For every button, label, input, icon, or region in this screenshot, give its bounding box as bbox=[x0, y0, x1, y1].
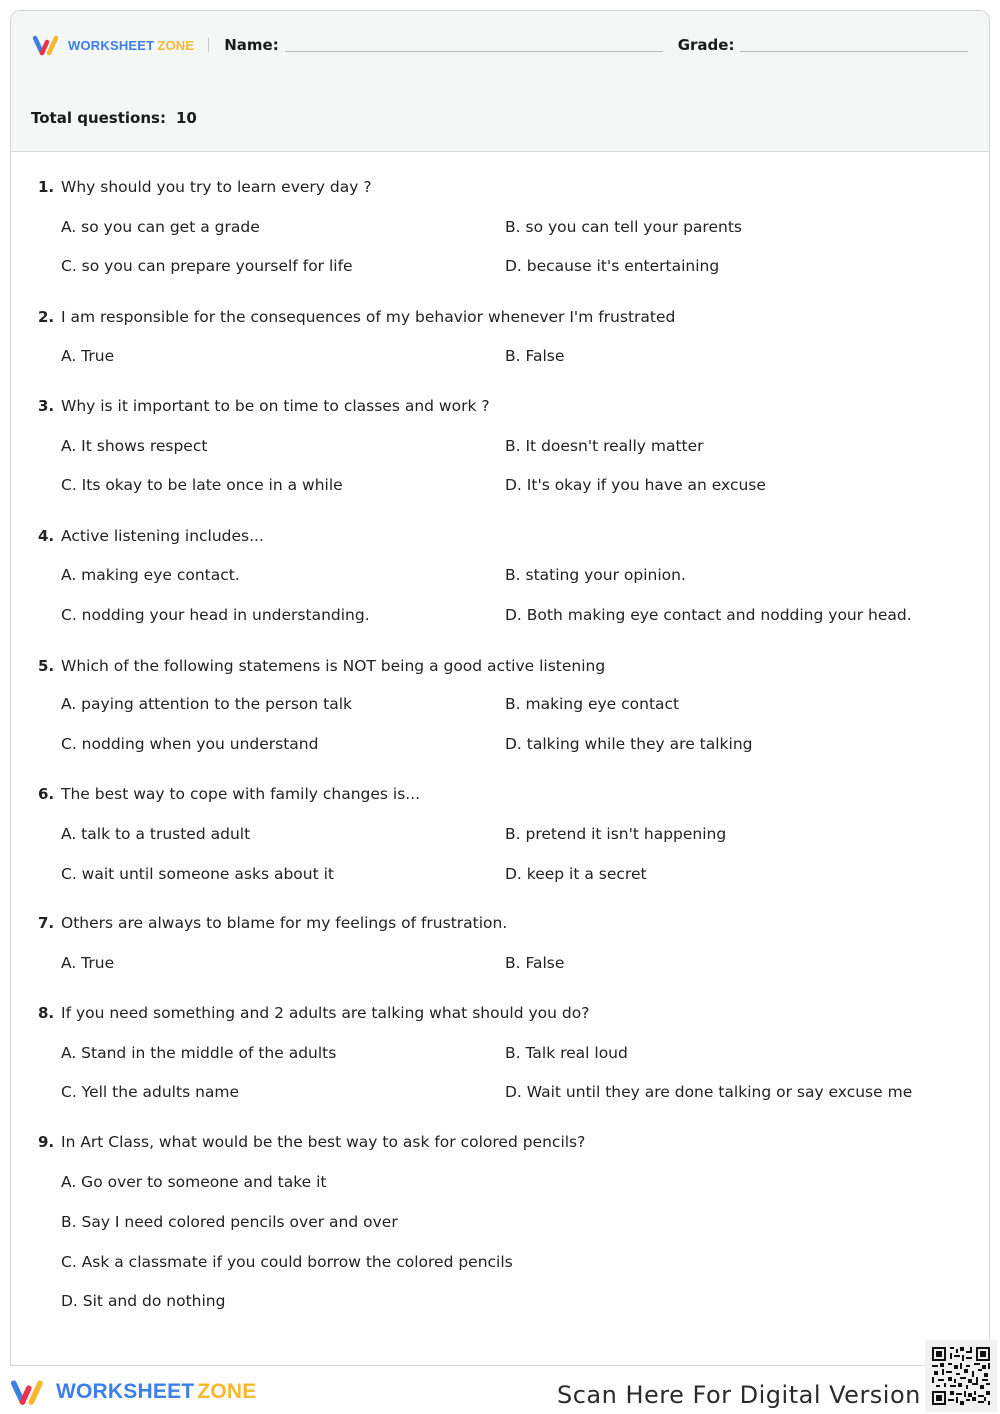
option-c[interactable]: C. so you can prepare yourself for life bbox=[61, 257, 353, 275]
question-text: If you need something and 2 adults are talking what should you do? bbox=[61, 1004, 590, 1022]
option-c[interactable]: C. wait until someone asks about it bbox=[61, 865, 334, 883]
question-text: In Art Class, what would be the best way to ask for colored pencils? bbox=[61, 1133, 586, 1151]
footer-brand-name: WORKSHEET ZONE bbox=[56, 1380, 257, 1403]
option-a[interactable]: A. Stand in the middle of the adults bbox=[61, 1044, 337, 1062]
question-text: Why is it important to be on time to classes and work ? bbox=[61, 397, 490, 415]
option-c[interactable]: C. Its okay to be late once in a while bbox=[61, 476, 343, 494]
option-d[interactable]: D. Wait until they are done talking or say excuse me bbox=[505, 1083, 913, 1101]
question-title bbox=[38, 178, 958, 200]
option-a[interactable]: A. talk to a trusted adult bbox=[61, 825, 251, 843]
option-b[interactable]: B. Talk real loud bbox=[505, 1044, 628, 1062]
header-divider bbox=[208, 38, 209, 52]
question-1 bbox=[38, 178, 958, 275]
option-d[interactable]: D. keep it a secret bbox=[505, 865, 647, 883]
name-field[interactable] bbox=[285, 51, 663, 52]
footer-brand-logo[interactable] bbox=[10, 1377, 256, 1407]
question-text: The best way to cope with family changes is... bbox=[61, 785, 421, 803]
worksheet-header bbox=[11, 11, 989, 152]
question-9 bbox=[38, 1133, 958, 1310]
question-5 bbox=[38, 657, 958, 753]
option-a[interactable]: A. making eye contact. bbox=[61, 566, 240, 584]
option-d[interactable]: D. because it's entertaining bbox=[505, 257, 720, 275]
option-d[interactable]: D. It's okay if you have an excuse bbox=[505, 476, 766, 494]
question-text: Others are always to blame for my feelings of frustration. bbox=[61, 914, 508, 932]
question-title bbox=[38, 1004, 958, 1026]
worksheet-footer bbox=[0, 1366, 1000, 1414]
question-number: 4. bbox=[38, 527, 55, 545]
option-c[interactable]: C. nodding your head in understanding. bbox=[61, 606, 370, 624]
question-text: Active listening includes... bbox=[61, 527, 264, 545]
option-d[interactable]: D. Both making eye contact and nodding your head. bbox=[505, 606, 912, 624]
question-title bbox=[38, 527, 958, 549]
question-3 bbox=[38, 397, 958, 494]
name-label: Name: bbox=[224, 36, 279, 54]
scan-instruction: Scan Here For Digital Version bbox=[557, 1381, 921, 1409]
option-a[interactable]: A. True bbox=[61, 954, 115, 972]
question-number: 8. bbox=[38, 1004, 55, 1022]
option-d[interactable]: D. Sit and do nothing bbox=[61, 1292, 226, 1310]
grade-field[interactable] bbox=[740, 51, 968, 52]
question-title bbox=[38, 1133, 958, 1155]
worksheet-page bbox=[10, 10, 990, 1366]
question-title bbox=[38, 308, 958, 330]
option-b[interactable]: B. making eye contact bbox=[505, 695, 680, 713]
question-number: 7. bbox=[38, 914, 55, 932]
question-number: 2. bbox=[38, 308, 55, 326]
worksheet-zone-logo-icon bbox=[10, 1377, 50, 1407]
question-text: Which of the following statemens is NOT being a good active listening bbox=[61, 657, 606, 675]
option-a[interactable]: A. so you can get a grade bbox=[61, 218, 260, 236]
option-b[interactable]: B. False bbox=[505, 347, 565, 365]
question-7 bbox=[38, 914, 958, 972]
option-c[interactable]: C. nodding when you understand bbox=[61, 735, 319, 753]
option-b[interactable]: B. Say I need colored pencils over and over bbox=[61, 1213, 398, 1231]
worksheet-zone-logo-icon bbox=[32, 34, 64, 56]
question-4 bbox=[38, 527, 958, 624]
question-number: 1. bbox=[38, 178, 55, 196]
question-title bbox=[38, 657, 958, 679]
question-title bbox=[38, 397, 958, 419]
question-2 bbox=[38, 308, 958, 365]
question-6 bbox=[38, 785, 958, 883]
total-questions bbox=[31, 109, 197, 127]
option-c[interactable]: C. Ask a classmate if you could borrow the colored pencils bbox=[61, 1253, 513, 1271]
option-b[interactable]: B. so you can tell your parents bbox=[505, 218, 742, 236]
option-b[interactable]: B. False bbox=[505, 954, 565, 972]
total-questions-value: 10 bbox=[175, 109, 197, 127]
total-questions-label: Total questions: bbox=[31, 109, 166, 127]
option-d[interactable]: D. talking while they are talking bbox=[505, 735, 753, 753]
option-c[interactable]: C. Yell the adults name bbox=[61, 1083, 240, 1101]
option-a[interactable]: A. Go over to someone and take it bbox=[61, 1173, 327, 1191]
option-a[interactable]: A. paying attention to the person talk bbox=[61, 695, 352, 713]
grade-label: Grade: bbox=[677, 36, 735, 54]
question-number: 9. bbox=[38, 1133, 55, 1151]
option-a[interactable]: A. It shows respect bbox=[61, 437, 208, 455]
question-text: Why should you try to learn every day ? bbox=[61, 178, 372, 196]
header-row bbox=[32, 33, 968, 57]
question-text: I am responsible for the consequences of my behavior whenever I'm frustrated bbox=[61, 308, 676, 326]
question-8 bbox=[38, 1004, 958, 1101]
question-number: 5. bbox=[38, 657, 55, 675]
brand-logo[interactable] bbox=[32, 33, 194, 57]
question-title bbox=[38, 914, 958, 936]
question-number: 3. bbox=[38, 397, 55, 415]
question-title bbox=[38, 785, 958, 807]
qr-code-icon bbox=[932, 1347, 990, 1405]
option-b[interactable]: B. pretend it isn't happening bbox=[505, 825, 727, 843]
option-b[interactable]: B. stating your opinion. bbox=[505, 566, 686, 584]
question-number: 6. bbox=[38, 785, 55, 803]
option-a[interactable]: A. True bbox=[61, 347, 115, 365]
brand-name: WORKSHEET ZONE bbox=[68, 37, 195, 53]
option-b[interactable]: B. It doesn't really matter bbox=[505, 437, 704, 455]
qr-code[interactable] bbox=[925, 1340, 997, 1412]
